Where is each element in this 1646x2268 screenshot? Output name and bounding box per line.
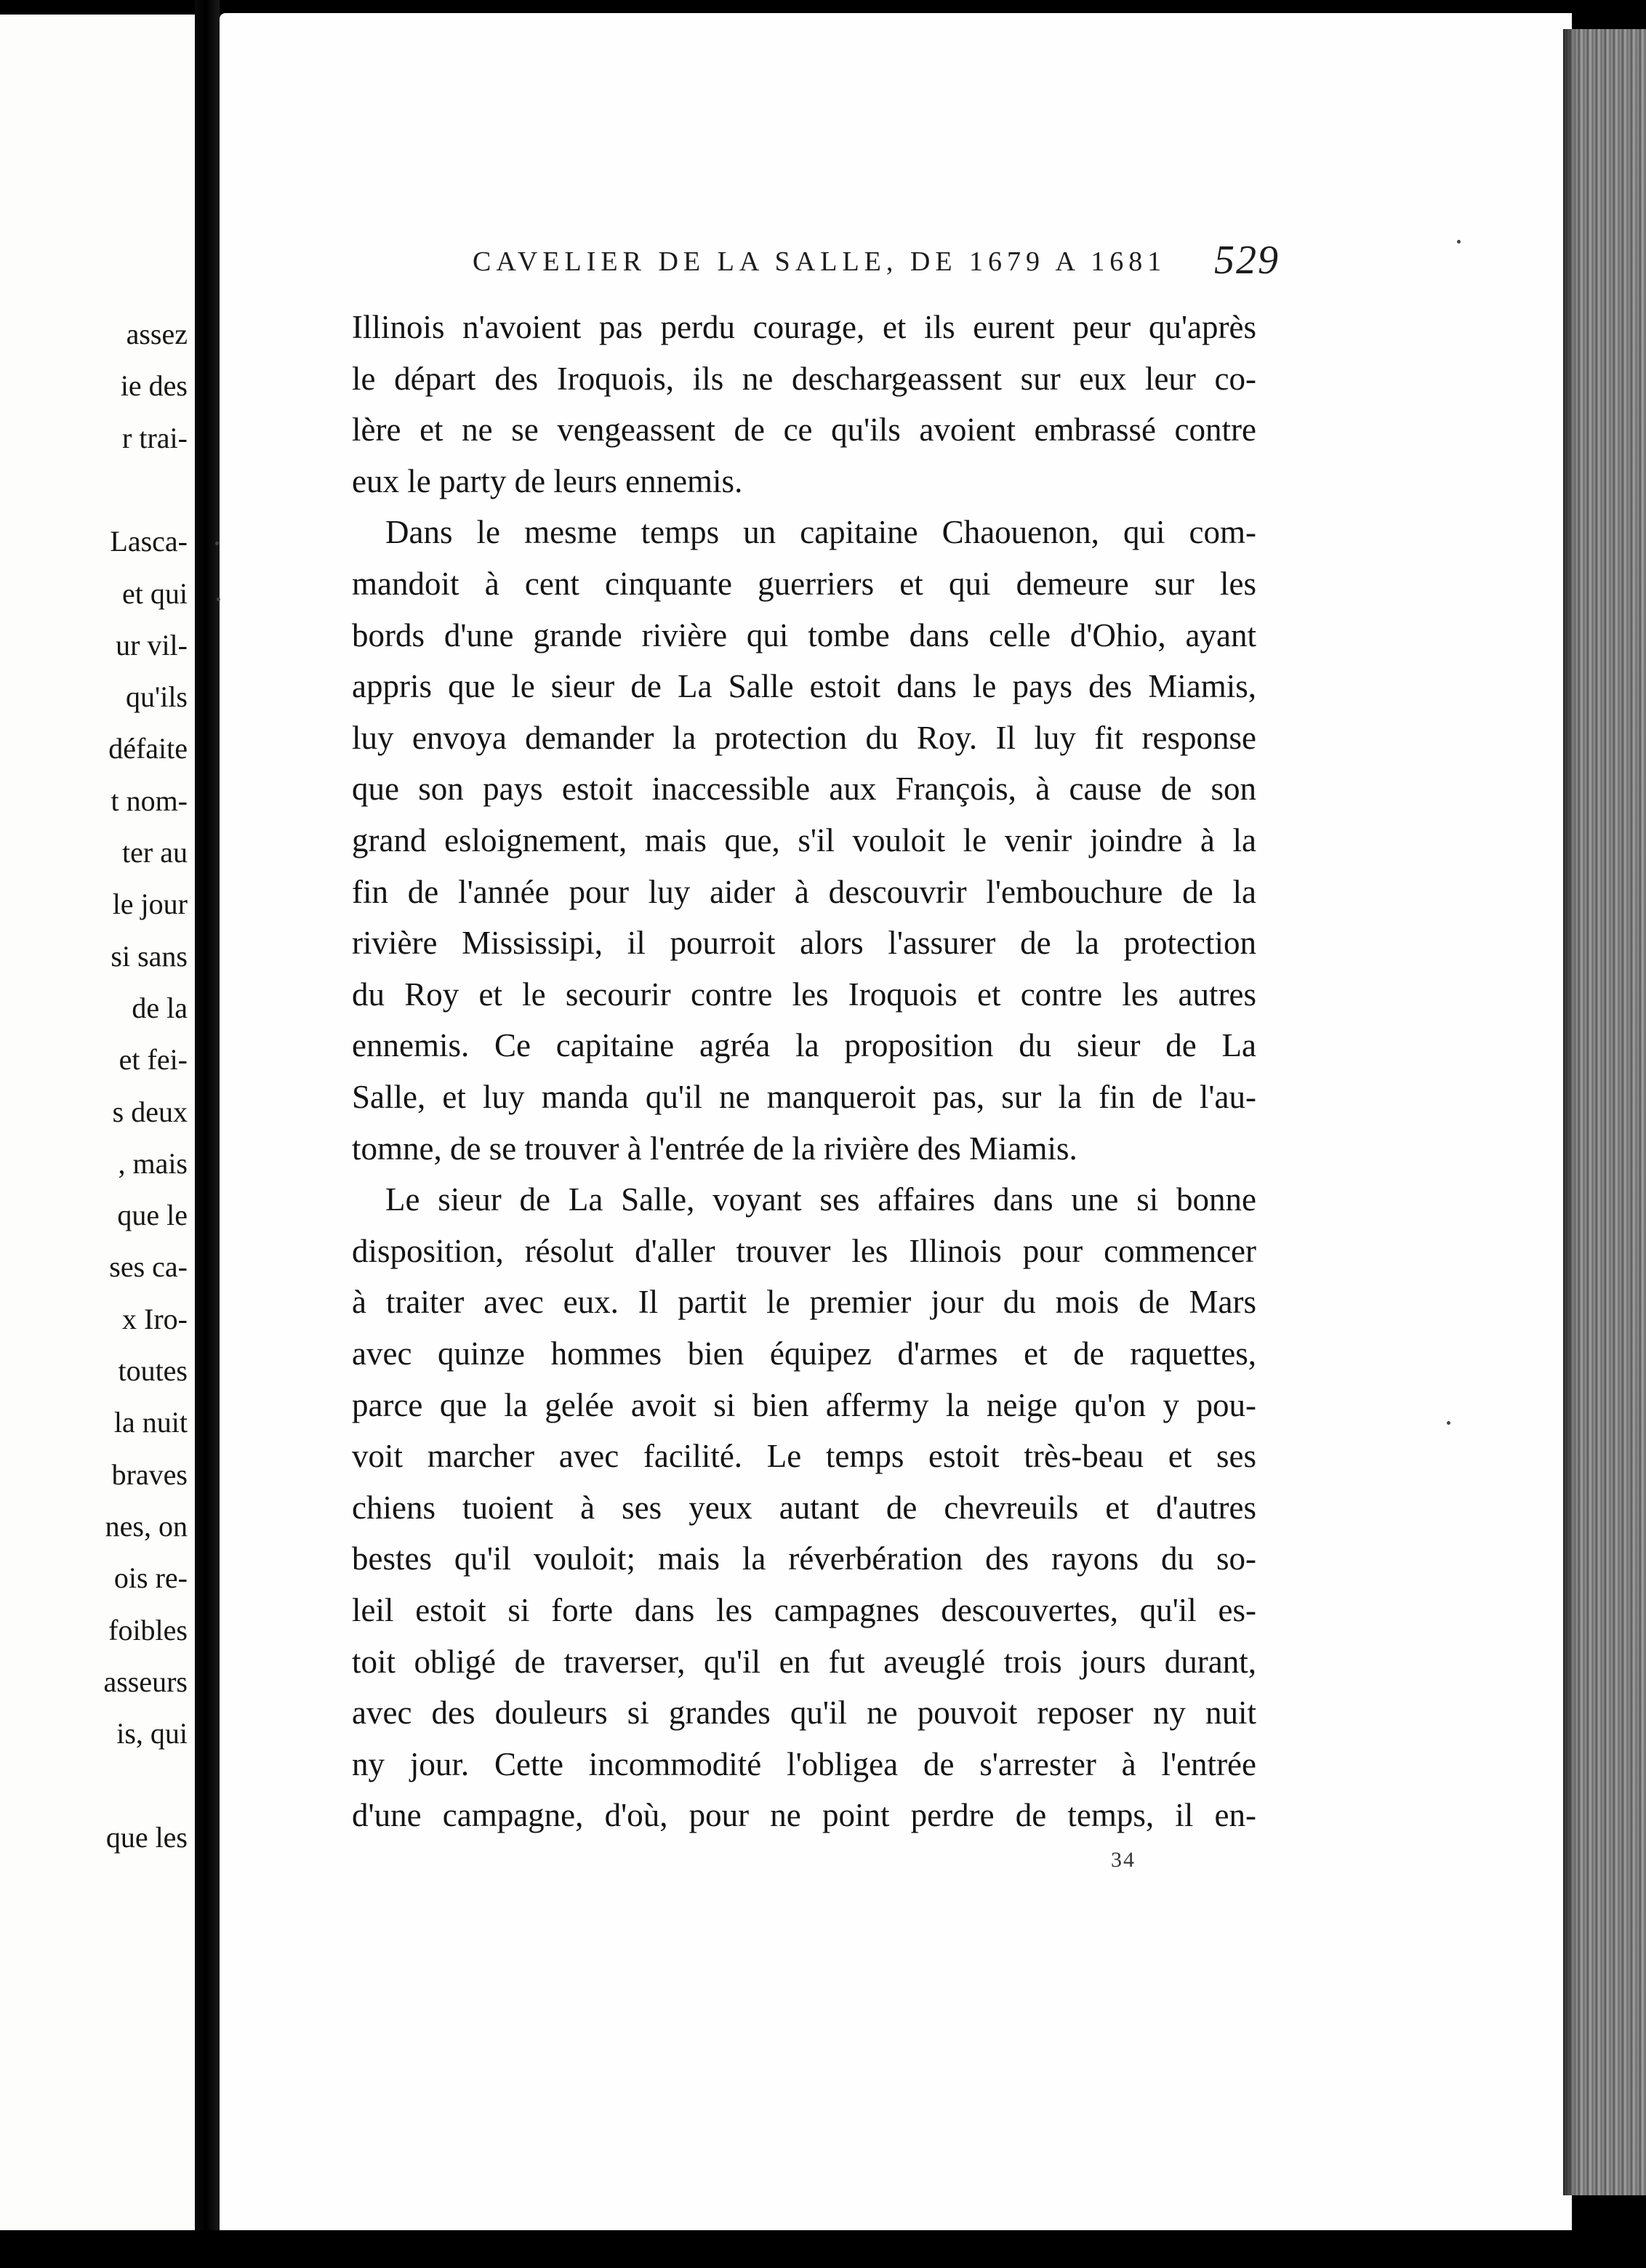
facing-page-line-fragment: et fei- [119, 1043, 188, 1077]
text-line: toit obligé de traverser, qu'il en fut aveuglé trois jours durant, [352, 1643, 1256, 1680]
text-line: parce que la gelée avoit si bien affermy la neige qu'on y pou- [352, 1386, 1256, 1423]
facing-page-line-fragment: toutes [118, 1354, 188, 1387]
facing-page-line-fragment: assez [126, 318, 188, 350]
facing-page-line-fragment: que le [117, 1199, 188, 1232]
text-line: disposition, résolut d'aller trouver les Illinois pour commencer [352, 1232, 1256, 1269]
signature-mark: 34 [1111, 1848, 1136, 1872]
facing-page-line-fragment: braves [111, 1457, 188, 1491]
text-line: eux le party de leurs ennemis. [352, 462, 743, 499]
text-line: voit marcher avec facilité. Le temps estoit très-beau et ses [352, 1438, 1256, 1475]
text-line: Illinois n'avoient pas perdu courage, et ils eurent peur qu'après [352, 309, 1256, 345]
facing-page-line-fragment: la nuit [113, 1406, 188, 1439]
running-head-title: CAVELIER DE LA SALLE, DE 1679 A 1681 [473, 246, 1167, 277]
text-line: à traiter avec eux. Il partit le premier jour du mois de Mars [352, 1284, 1256, 1321]
facing-page-line-fragment: x Iro- [122, 1302, 188, 1335]
text-line: grand esloignement, mais que, s'il vouloit le venir joindre à la [352, 822, 1256, 858]
text-line: tomne, de se trouver à l'entrée de la rivière des Miamis. [352, 1130, 1077, 1167]
facing-page-line-fragment: ie des [120, 369, 188, 403]
facing-page-line-fragment: le jour [112, 888, 188, 921]
page-number: 529 [1214, 238, 1280, 283]
text-line: Le sieur de La Salle, voyant ses affaires dans une si bonne [385, 1181, 1256, 1218]
running-head [473, 237, 1280, 281]
text-line: mandoit à cent cinquante guerriers et qui demeure sur les [352, 566, 1256, 602]
facing-page-line-fragment: nes, on [105, 1509, 188, 1543]
text-line: bestes qu'il vouloit; mais la réverbération des rayons du so- [352, 1540, 1256, 1577]
text-line: du Roy et le secourir contre les Iroquois et contre les autres [352, 976, 1256, 1013]
text-line: le départ des Iroquois, ils ne deschargeassent sur eux leur co- [352, 360, 1256, 397]
scan-speck [217, 598, 220, 601]
book-page [220, 13, 1572, 2230]
facing-page-line-fragment: que les [105, 1820, 188, 1854]
text-line: lère et ne se vengeassent de ce qu'ils avoient embrassé contre [352, 411, 1256, 449]
text-line: appris que le sieur de La Salle estoit dans le pays des Miamis, [352, 668, 1256, 705]
facing-page-line-fragment: qu'ils [126, 680, 188, 714]
book-page-edges [1566, 29, 1646, 2195]
facing-page-line-fragment: ois re- [113, 1561, 188, 1595]
text-line: avec quinze hommes bien équipez d'armes et de raquettes, [352, 1335, 1256, 1372]
facing-page-line-fragment: et qui [122, 576, 188, 610]
text-line: rivière Mississipi, il pourroit alors l'assurer de la protection [352, 925, 1256, 962]
facing-page-line-fragment: de la [132, 991, 188, 1024]
text-line: Dans le mesme temps un capitaine Chaouenon, qui com- [385, 514, 1256, 551]
scan-speck [215, 542, 219, 545]
text-line: ennemis. Ce capitaine agréa la proposition du sieur de La [352, 1027, 1256, 1064]
facing-page-left [0, 15, 195, 2232]
text-line: d'une campagne, d'où, pour ne point perdre de temps, il en- [352, 1797, 1256, 1834]
text-line: leil estoit si forte dans les campagnes descouvertes, qu'il es- [352, 1592, 1256, 1628]
facing-page-line-fragment: asseurs [103, 1665, 188, 1698]
facing-page-line-fragment: foibles [108, 1613, 188, 1646]
page-edge-shadow [1563, 29, 1576, 2195]
facing-page-line-fragment: t nom- [111, 784, 188, 817]
text-line: Salle, et luy manda qu'il ne manqueroit pas, sur la fin de l'au- [352, 1079, 1256, 1115]
facing-page-line-fragment: s deux [112, 1095, 188, 1128]
scan-speck [1457, 240, 1461, 244]
facing-page-line-fragment: , mais [118, 1146, 188, 1180]
text-line: ny jour. Cette incommodité l'obligea de s'arrester à l'entrée [352, 1745, 1256, 1782]
text-line: luy envoya demander la protection du Roy. Il luy fit response [352, 719, 1256, 756]
facing-page-line-fragment: défaite [108, 732, 188, 765]
text-line: que son pays estoit inaccessible aux François, à cause de son [352, 771, 1256, 808]
facing-page-line-fragment: ses ca- [109, 1250, 188, 1284]
text-line: chiens tuoient à ses yeux autant de chevreuils et d'autres [352, 1489, 1256, 1526]
facing-page-line-fragment: r trai- [122, 421, 188, 454]
text-line: fin de l'année pour luy aider à descouvrir l'embouchure de la [352, 873, 1256, 910]
scan-speck [1447, 1421, 1450, 1425]
text-line: avec des douleurs si grandes qu'il ne pouvoit reposer ny nuit [352, 1694, 1256, 1732]
facing-page-line-fragment: si sans [111, 939, 188, 973]
facing-page-line-fragment: is, qui [116, 1717, 188, 1750]
facing-page-line-fragment: ur vil- [116, 628, 188, 662]
scan-bottom-border [0, 2230, 1646, 2268]
facing-page-line-fragment: ter au [122, 836, 188, 869]
facing-page-line-fragment: Lasca- [110, 525, 188, 558]
text-line: bords d'une grande rivière qui tombe dans celle d'Ohio, ayant [352, 616, 1256, 654]
book-gutter [195, 0, 220, 2268]
